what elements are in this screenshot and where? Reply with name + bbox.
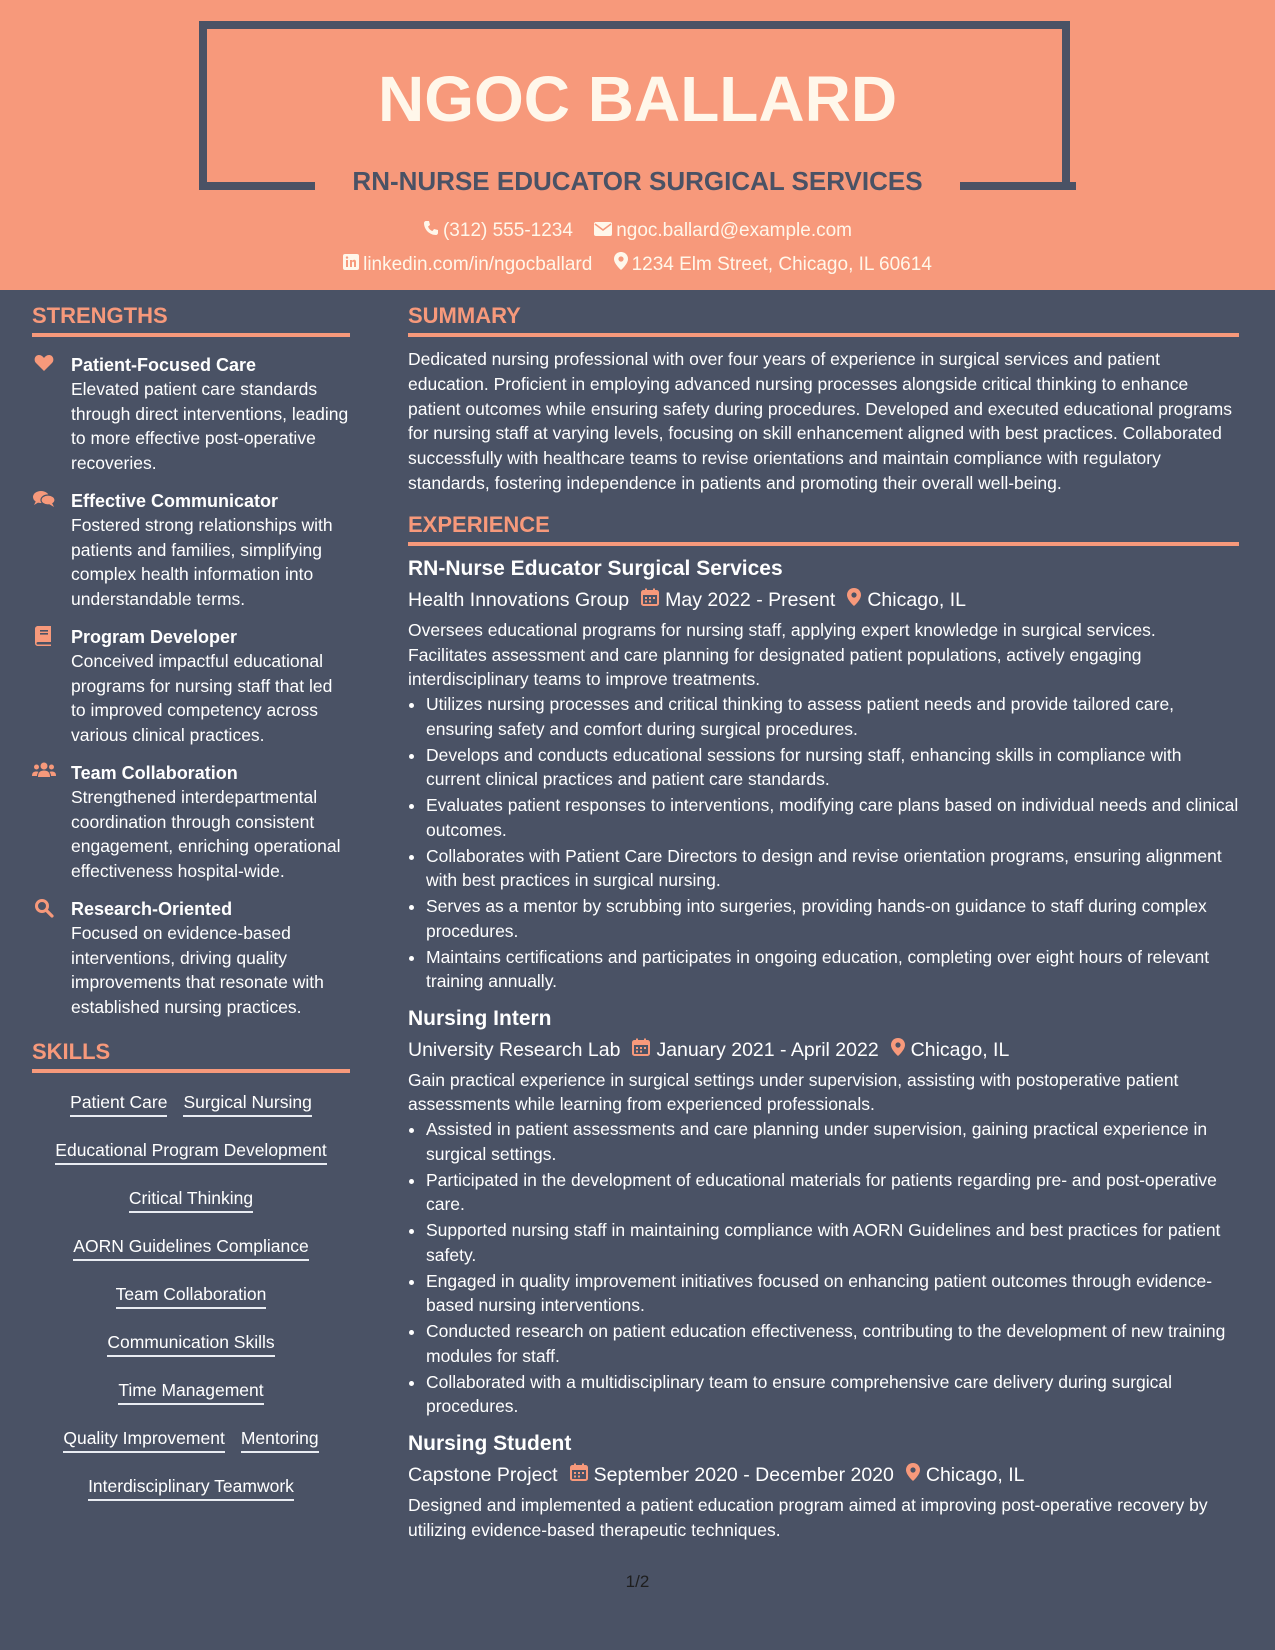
skill-tag: Time Management — [118, 1379, 263, 1405]
map-marker-icon — [614, 252, 628, 276]
strength-item — [32, 761, 350, 883]
job-bullet: • Supported nursing staff in maintaining compliance with AORN Guidelines and best practices for patient safety. — [426, 1218, 1239, 1267]
job-title: RN-Nurse Educator Surgical Services — [408, 556, 783, 580]
job-meta — [408, 1461, 1239, 1489]
job-bullet: • Collaborated with a multidisciplinary team to ensure comprehensive care delivery during surgical procedures. — [426, 1370, 1239, 1419]
map-marker-icon — [847, 586, 861, 614]
calendar-icon — [570, 1461, 588, 1489]
strength-item — [32, 625, 350, 747]
skill-tag: Educational Program Development — [55, 1139, 326, 1165]
envelope-icon — [594, 220, 612, 242]
job-dates: September 2020 - December 2020 — [593, 1463, 894, 1486]
job-meta — [408, 586, 1239, 614]
job-bullet: • Engaged in quality improvement initiatives focused on enhancing patient outcomes through evidence-based nursing interventions. — [426, 1269, 1239, 1318]
strength-title: Team Collaboration — [71, 763, 238, 783]
linkedin-text: linkedin.com/in/ngocballard — [363, 254, 593, 275]
skill-tag: AORN Guidelines Compliance — [73, 1235, 308, 1261]
strength-desc: Strengthened interdepartmental coordination through consistent engagement, enriching operational effectiveness hospital-wide. — [71, 787, 341, 881]
comments-icon — [32, 490, 56, 512]
skill-tag: Surgical Nursing — [183, 1091, 311, 1117]
job-title: Nursing Intern — [408, 1006, 552, 1030]
search-icon — [32, 898, 56, 920]
job-entry — [408, 1431, 1239, 1543]
skill-tag: Mentoring — [241, 1427, 319, 1453]
skill-tag: Quality Improvement — [63, 1427, 224, 1453]
job-location: Chicago, IL — [910, 1038, 1010, 1061]
skills-heading: SKILLS — [32, 1039, 350, 1073]
job-title: Nursing Student — [408, 1431, 572, 1455]
map-marker-icon — [891, 1036, 905, 1064]
job-company: University Research Lab — [408, 1038, 621, 1061]
job-dates: January 2021 - April 2022 — [656, 1038, 879, 1061]
job-bullets — [408, 692, 1239, 994]
strengths-heading: STRENGTHS — [32, 303, 350, 337]
address-contact — [614, 252, 932, 276]
job-desc: Designed and implemented a patient education program aimed at improving post-operative recovery by utilizing evidence-based therapeutic techniques. — [408, 1494, 1208, 1540]
job-dates: May 2022 - Present — [665, 588, 836, 611]
job-bullet: • Develops and conducts educational sessions for nursing staff, enhancing skills in compliance with current clinical practices and patient care standards. — [426, 743, 1239, 792]
strength-desc: Focused on evidence-based interventions, driving quality improvements that resonate with established nursing practices. — [71, 923, 324, 1017]
linkedin-contact[interactable] — [343, 254, 592, 276]
skill-tag: Communication Skills — [107, 1331, 274, 1357]
job-bullet: • Serves as a mentor by scrubbing into surgeries, providing hands-on guidance to staff during complex procedures. — [426, 894, 1239, 943]
strength-item — [32, 353, 350, 475]
candidate-title: RN-NURSE EDUCATOR SURGICAL SERVICES — [352, 166, 923, 196]
job-bullet: • Utilizes nursing processes and critical thinking to assess patient needs and provide tailored care, ensuring safety and comfort during surgical procedures. — [426, 692, 1239, 741]
main-column — [408, 303, 1239, 1542]
job-bullet: • Evaluates patient responses to interventions, modifying care plans based on individual needs and clinical outcomes. — [426, 793, 1239, 842]
header-band — [0, 0, 1275, 290]
book-icon — [32, 626, 56, 648]
strength-title: Patient-Focused Care — [71, 355, 257, 375]
users-icon — [32, 762, 56, 784]
job-company: Health Innovations Group — [408, 588, 630, 611]
strength-desc: Conceived impactful educational programs for nursing staff that led to improved competency across various clinical practices. — [71, 651, 333, 745]
job-company: Capstone Project — [408, 1463, 558, 1486]
sidebar — [32, 303, 350, 1515]
contact-row-2 — [0, 252, 1275, 276]
job-bullet: • Conducted research on patient education effectiveness, contributing to the development of new training modules for staff. — [426, 1319, 1239, 1368]
contact-row-1 — [0, 220, 1275, 242]
strength-item — [32, 489, 350, 611]
job-entry — [408, 1006, 1239, 1419]
job-bullet: • Collaborates with Patient Care Directors to design and revise orientation programs, ensuring alignment with best practices in surgical nursing. — [426, 844, 1239, 893]
calendar-icon — [641, 586, 659, 614]
phone-contact — [423, 220, 573, 242]
job-desc: Gain practical experience in surgical settings under supervision, assisting with postoperative patient assessments while learning from experienced professionals. — [408, 1069, 1179, 1115]
strength-desc: Elevated patient care standards through direct interventions, leading to more effective post-operative recoveries. — [71, 379, 349, 473]
candidate-name: NGOC BALLARD — [377, 63, 898, 135]
skill-tag: Team Collaboration — [116, 1283, 267, 1309]
linkedin-icon — [343, 254, 359, 276]
summary-heading: SUMMARY — [408, 303, 1239, 337]
skill-tag: Critical Thinking — [129, 1187, 253, 1213]
job-bullet: • Participated in the development of educational materials for patients regarding pre- and post-operative care. — [426, 1168, 1239, 1217]
skill-tag: Interdisciplinary Teamwork — [88, 1475, 294, 1501]
skills-list — [32, 1083, 350, 1515]
job-meta — [408, 1036, 1239, 1064]
job-desc: Oversees educational programs for nursing staff, applying expert knowledge in surgical services. Facilitates assessment and care planning for designated patient populations, actively engaging interdisciplinary teams to improve treatments. — [408, 619, 1156, 690]
job-bullet: • Maintains certifications and participates in ongoing education, completing over eight hours of relevant training annually. — [426, 945, 1239, 994]
address-text: 1234 Elm Street, Chicago, IL 60614 — [631, 254, 932, 275]
strength-title: Effective Communicator — [71, 491, 279, 511]
heart-icon — [32, 354, 56, 376]
phone-text: (312) 555-1234 — [442, 220, 573, 241]
phone-icon — [423, 220, 439, 242]
skill-tag: Patient Care — [70, 1091, 167, 1117]
strengths-list — [32, 353, 350, 1019]
job-location: Chicago, IL — [925, 1463, 1025, 1486]
map-marker-icon — [906, 1461, 920, 1489]
job-bullet: • Assisted in patient assessments and care planning under supervision, gaining practical experience in surgical settings. — [426, 1117, 1239, 1166]
strength-desc: Fostered strong relationships with patients and families, simplifying complex health information into understandable terms. — [71, 515, 333, 609]
job-entry — [408, 556, 1239, 994]
job-location: Chicago, IL — [867, 588, 966, 611]
experience-heading: EXPERIENCE — [408, 512, 1239, 546]
summary-text: Dedicated nursing professional with over four years of experience in surgical services and patient education. Proficient in employing advanced nursing processes alongside critical thinking to enhance patient outcomes while ensuring safety during procedures. Developed and executed educational programs for nursing staff at varying levels, focusing on skill enhancement aligned with best practices. Collaborated successfully with healthcare teams to revise orientations and maintain compliance with regulatory standards, fostering independence in patients and promoting their overall well-being. — [408, 349, 1232, 493]
strength-item — [32, 897, 350, 1019]
strength-title: Program Developer — [71, 627, 238, 647]
job-bullets — [408, 1117, 1239, 1419]
email-contact[interactable] — [594, 220, 852, 242]
page-number: 1/2 — [625, 1572, 650, 1591]
calendar-icon — [632, 1036, 650, 1064]
strength-title: Research-Oriented — [71, 899, 233, 919]
email-text: ngoc.ballard@example.com — [616, 220, 852, 241]
